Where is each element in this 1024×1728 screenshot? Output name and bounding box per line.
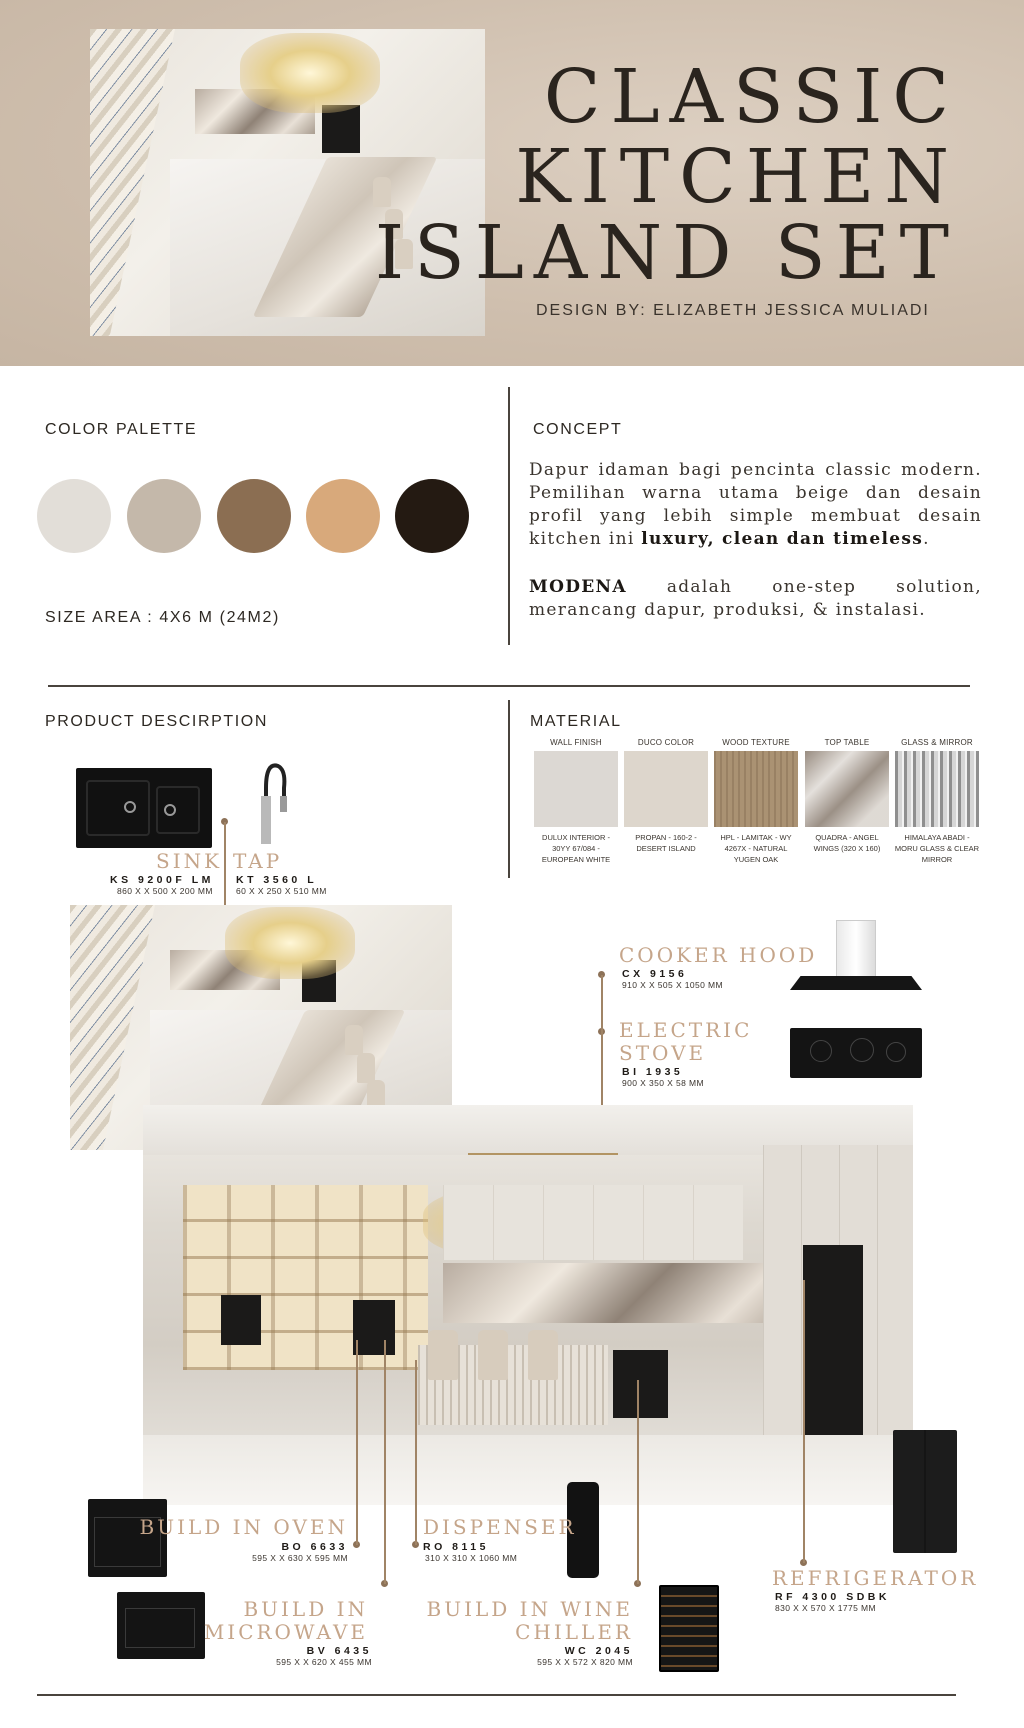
refrigerator-code: RF 4300 SDBK [775, 1591, 890, 1603]
main-marble-backsplash [443, 1263, 803, 1323]
material-swatch [895, 751, 979, 827]
main-chandelier-rod [468, 1153, 618, 1155]
dispenser-dimensions: 310 X 310 X 1060 MM [425, 1553, 518, 1563]
cooker-hood-image [790, 920, 922, 996]
main-oven-block [221, 1295, 261, 1345]
build-in-wine-chiller-image [659, 1585, 719, 1672]
divider-vertical-bottom [508, 700, 510, 878]
divider-horizontal-mid [48, 685, 970, 687]
material-glass-mirror [894, 737, 980, 865]
build-in-wine-chiller-code: WC 2045 [564, 1645, 633, 1657]
material-description: QUADRA - ANGEL WINGS (320 X 160) [813, 833, 881, 853]
color-palette-label: COLOR PALETTE [45, 421, 198, 438]
burner-ring [886, 1042, 906, 1062]
palette-swatch-2 [127, 479, 201, 553]
material-heading: WALL FINISH [550, 738, 602, 747]
product-description-label: PRODUCT DESCIRPTION [45, 713, 269, 730]
main-wine-chiller [613, 1350, 668, 1418]
hood-chimney [836, 920, 876, 978]
divider-horizontal-bottom [37, 1694, 956, 1696]
small-chandelier [225, 907, 355, 979]
header-banner [0, 0, 1024, 366]
concept-text: Dapur idaman bagi pencinta classic modern. Pemilihan warna utama beige dan desain profil yang lebih simple membuat desain kitchen ini [529, 460, 982, 549]
palette-swatch-3 [217, 479, 291, 553]
refrigerator-dimensions: 830 X X 570 X 1775 MM [775, 1603, 877, 1613]
electric-stove-image [790, 1028, 922, 1078]
drain-icon [164, 804, 176, 816]
build-in-wine-chiller-name-line-2: CHILLER [515, 1620, 633, 1644]
divider-vertical-top [508, 387, 510, 645]
main-wall-cabinets [443, 1185, 743, 1260]
fridge-leader-line [803, 1280, 805, 1563]
build-in-microwave-dimensions: 595 X X 620 X 455 MM [276, 1657, 372, 1667]
tap-dimensions: 60 X X 250 X 510 MM [236, 886, 327, 896]
title-line-2: KITCHEN [515, 134, 959, 220]
sink-bowl-left [86, 780, 150, 836]
concept-paragraph-1 [529, 459, 982, 551]
material-swatch [805, 751, 889, 827]
main-stool [528, 1330, 558, 1380]
oven-leader-line [356, 1340, 358, 1545]
small-stool [345, 1025, 363, 1055]
hero-slatted-wall [90, 29, 175, 336]
concept-text-2: adalah one-step solution, merancang dapur, produksi, & instalasi. [529, 577, 982, 620]
material-description: DULUX INTERIOR - 30YY 67/084 - EUROPEAN WHITE [541, 833, 611, 864]
sink-dimensions: 860 X X 500 X 200 MM [117, 886, 213, 896]
material-label: MATERIAL [530, 713, 622, 730]
concept-label: CONCEPT [533, 421, 623, 438]
material-heading: WOOD TEXTURE [722, 738, 790, 747]
concept-period: . [923, 529, 930, 549]
material-wall-finish [533, 737, 619, 865]
drain-icon [124, 801, 136, 813]
hero-chandelier [240, 33, 380, 113]
electric-stove-code: BI 1935 [622, 1066, 684, 1078]
cooker-hood-dimensions: 910 X X 505 X 1050 MM [622, 980, 724, 990]
sink-image [76, 768, 212, 848]
material-swatch [624, 751, 708, 827]
material-wood-texture [713, 737, 799, 865]
refrigerator-image [893, 1430, 957, 1553]
dispenser-code: RO 8115 [423, 1541, 489, 1553]
hood-canopy [790, 976, 922, 990]
electric-stove-name-line-1: ELECTRIC [619, 1018, 753, 1042]
cooker-hood-code: CX 9156 [622, 968, 688, 980]
brand-name: MODENA [529, 577, 627, 597]
hero-stool [373, 177, 391, 207]
title-line-3: ISLAND SET [374, 210, 959, 296]
build-in-wine-chiller-dimensions: 595 X X 572 X 820 MM [537, 1657, 633, 1667]
dispenser-name: DISPENSER [423, 1515, 577, 1539]
build-in-microwave-name-line-2: MICROWAVE [203, 1620, 368, 1644]
dispenser-leader-line [415, 1360, 417, 1545]
designer-credit: DESIGN BY: ELIZABETH JESSICA MULIADI [536, 302, 930, 319]
build-in-oven-dimensions: 595 X X 630 X 595 MM [252, 1553, 348, 1563]
electric-stove-dimensions: 900 X 350 X 58 MM [622, 1078, 704, 1088]
material-swatch [534, 751, 618, 827]
sink-bowl-right [156, 786, 200, 834]
main-kitchen-render [143, 1105, 913, 1505]
sink-name: SINK [156, 849, 223, 873]
material-heading: GLASS & MIRROR [901, 738, 973, 747]
main-oven-block [353, 1300, 395, 1355]
palette-swatch-1 [37, 479, 111, 553]
cooker-hood-name: COOKER HOOD [619, 943, 818, 967]
burner-ring [850, 1038, 874, 1062]
concept-paragraph-2 [529, 576, 982, 622]
build-in-oven-code: BO 6633 [281, 1541, 348, 1553]
main-refrigerator [803, 1245, 863, 1440]
material-heading: TOP TABLE [824, 738, 870, 747]
sink-code: KS 9200F LM [110, 874, 214, 886]
microwave-leader-line [384, 1340, 386, 1584]
material-description: HPL - LAMITAK - WY 4267X - NATURAL YUGEN OAK [720, 833, 792, 864]
material-top-table [804, 737, 890, 854]
tap-name: TAP [233, 849, 283, 873]
electric-stove-name-line-2: STOVE [619, 1041, 707, 1065]
main-stool [478, 1330, 508, 1380]
main-floor [143, 1435, 913, 1505]
main-stool [428, 1330, 458, 1380]
title-line-1: CLASSIC [543, 54, 959, 140]
build-in-microwave-code: BV 6435 [306, 1645, 372, 1657]
build-in-oven-name: BUILD IN OVEN [139, 1515, 348, 1539]
material-description: PROPAN - 160-2 - DESERT ISLAND [635, 833, 697, 853]
material-description: HIMALAYA ABADI - MORU GLASS & CLEAR MIRROR [894, 833, 980, 864]
microwave-window [125, 1608, 195, 1648]
build-in-wine-chiller-name-line-1: BUILD IN WINE [426, 1597, 633, 1621]
refrigerator-name: REFRIGERATOR [772, 1566, 979, 1590]
build-in-microwave-image [117, 1592, 205, 1659]
tap-code: KT 3560 L [236, 874, 318, 886]
build-in-microwave-name-line-1: BUILD IN [243, 1597, 368, 1621]
burner-ring [810, 1040, 832, 1062]
size-area: SIZE AREA : 4X6 M (24M2) [45, 609, 280, 626]
concept-emphasis: luxury, clean dan timeless [641, 529, 924, 549]
material-swatch [714, 751, 798, 827]
tap-image [248, 758, 288, 846]
material-duco-color [623, 737, 709, 854]
material-heading: DUCO COLOR [637, 738, 695, 747]
palette-swatch-4 [306, 479, 380, 553]
palette-swatch-5 [395, 479, 469, 553]
chiller-leader-line [637, 1380, 639, 1584]
small-stool [357, 1053, 375, 1083]
